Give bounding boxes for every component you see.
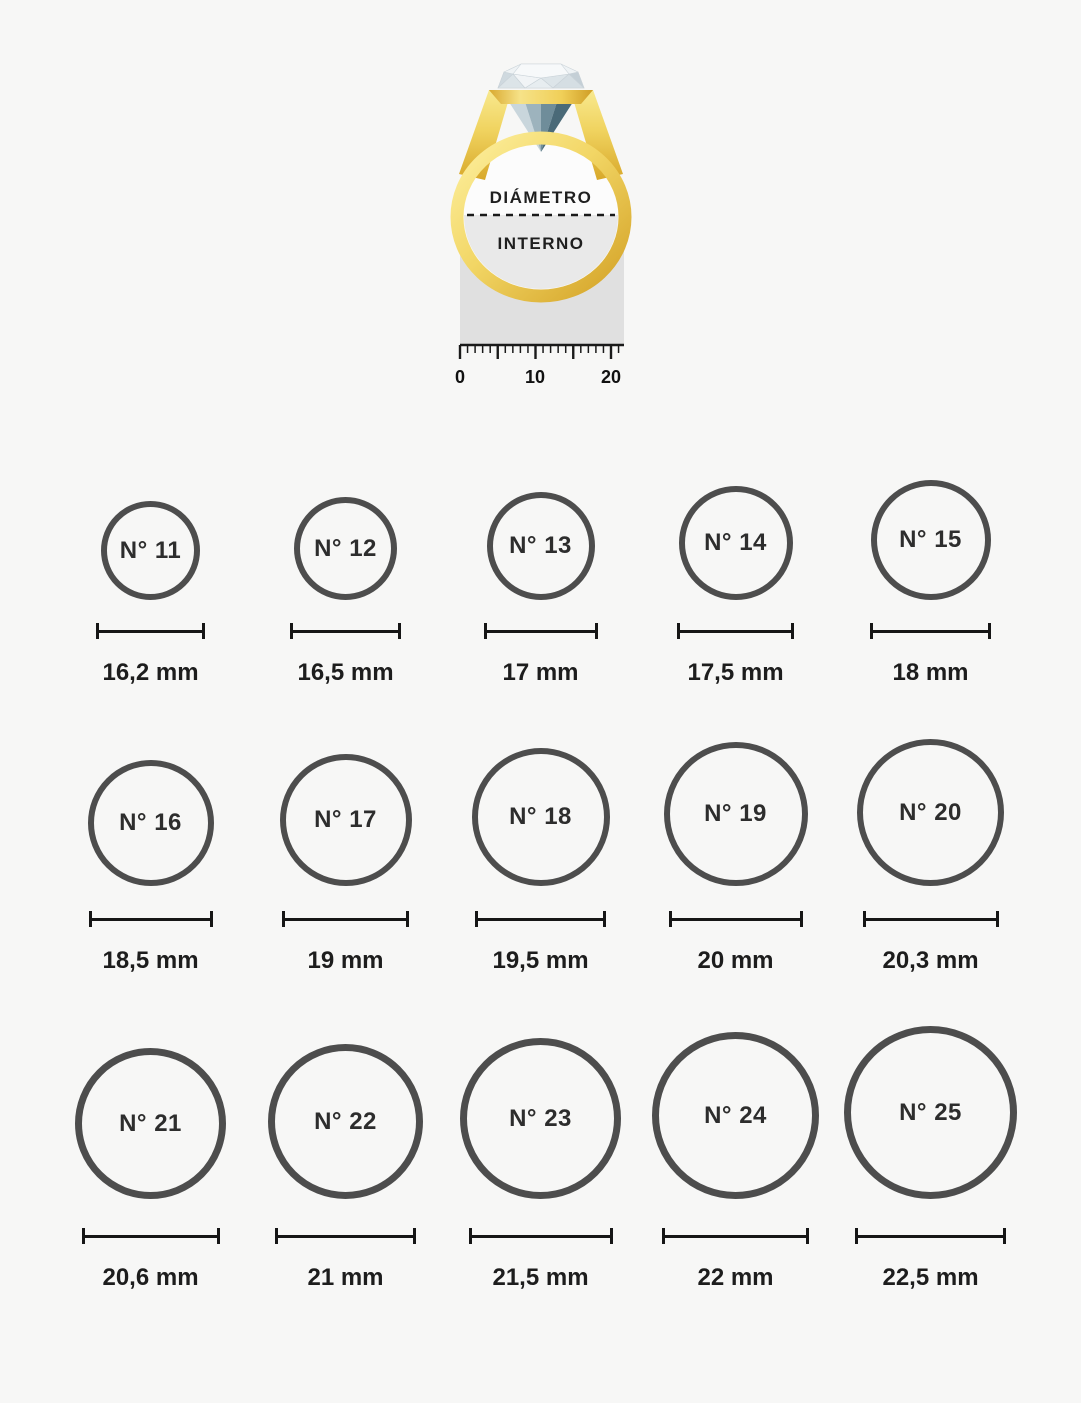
size-row bbox=[0, 736, 1081, 975]
ring-size-circle bbox=[871, 480, 991, 600]
size-cell bbox=[638, 470, 833, 687]
circle-area bbox=[871, 470, 991, 600]
diameter-size-label: 21,5 mm bbox=[492, 1264, 589, 1291]
circle-area bbox=[88, 736, 214, 886]
size-row bbox=[0, 470, 1081, 687]
ring-size-circle bbox=[472, 748, 610, 886]
ring-size-number: N° 21 bbox=[119, 1109, 182, 1137]
size-cell bbox=[833, 1021, 1028, 1292]
ring-bezel bbox=[489, 90, 593, 104]
ruler-label-0: 0 bbox=[454, 367, 465, 387]
size-cell bbox=[53, 470, 248, 687]
diameter-size-label: 18,5 mm bbox=[102, 947, 199, 974]
ring-size-circle bbox=[679, 486, 793, 600]
ruler bbox=[454, 345, 623, 387]
circle-area bbox=[652, 1021, 819, 1199]
size-grid bbox=[0, 470, 1081, 1292]
diameter-measure-line bbox=[275, 1228, 416, 1244]
diameter-measure-line bbox=[484, 623, 598, 639]
diamond-crown-icon bbox=[498, 64, 584, 88]
ruler-ticks bbox=[460, 345, 619, 359]
size-cell bbox=[443, 736, 638, 975]
circle-area bbox=[460, 1021, 621, 1199]
ring-size-circle bbox=[75, 1048, 226, 1199]
ring-size-number: N° 20 bbox=[899, 798, 962, 826]
diameter-measure-line bbox=[96, 623, 205, 639]
size-cell bbox=[248, 736, 443, 975]
ring-size-circle bbox=[652, 1032, 819, 1199]
ring-size-number: N° 12 bbox=[314, 534, 377, 562]
diameter-measure-line bbox=[870, 623, 991, 639]
diameter-measure-line bbox=[863, 911, 999, 927]
ring-size-number: N° 19 bbox=[704, 800, 767, 827]
circle-area bbox=[664, 736, 808, 886]
ring-size-number: N° 13 bbox=[509, 532, 572, 559]
circle-area bbox=[472, 736, 610, 886]
circle-area bbox=[857, 736, 1004, 886]
size-cell bbox=[833, 470, 1028, 687]
diameter-measure-line bbox=[82, 1228, 220, 1244]
diameter-size-label: 19,5 mm bbox=[492, 947, 589, 974]
circle-area bbox=[679, 470, 793, 600]
diameter-measure-line bbox=[662, 1228, 809, 1244]
circle-area bbox=[101, 470, 200, 600]
size-cell bbox=[443, 1021, 638, 1292]
ring-size-number: N° 24 bbox=[704, 1101, 767, 1129]
ring-size-number: N° 25 bbox=[899, 1098, 962, 1126]
diameter-measure-line bbox=[469, 1228, 613, 1244]
ring-size-number: N° 17 bbox=[314, 806, 377, 833]
ring-size-circle bbox=[280, 754, 412, 886]
ring-size-circle bbox=[101, 501, 200, 600]
diameter-size-label: 20 mm bbox=[697, 947, 774, 974]
diameter-size-label: 18 mm bbox=[892, 659, 969, 686]
diameter-label-bottom: INTERNO bbox=[497, 234, 584, 253]
ring-size-number: N° 16 bbox=[119, 809, 182, 836]
diameter-measure-line bbox=[89, 911, 213, 927]
diameter-measure-line bbox=[282, 911, 409, 927]
circle-area bbox=[280, 736, 412, 886]
ring-size-number: N° 22 bbox=[314, 1107, 377, 1135]
diameter-measure-line bbox=[677, 623, 794, 639]
ring-size-circle bbox=[844, 1026, 1017, 1199]
size-cell bbox=[53, 736, 248, 975]
ring-size-number: N° 14 bbox=[704, 529, 767, 556]
ring-size-circle bbox=[857, 739, 1004, 886]
ring-size-number: N° 15 bbox=[899, 526, 962, 553]
ruler-label-20: 20 bbox=[600, 367, 621, 387]
ring-size-circle bbox=[268, 1044, 423, 1199]
ring-size-circle bbox=[88, 760, 214, 886]
circle-area bbox=[268, 1021, 423, 1199]
diameter-size-label: 19 mm bbox=[307, 947, 384, 974]
size-cell bbox=[443, 470, 638, 687]
diameter-size-label: 21 mm bbox=[307, 1264, 384, 1291]
ruler-label-10: 10 bbox=[524, 367, 545, 387]
diameter-label-top: DIÁMETRO bbox=[489, 188, 592, 207]
size-row bbox=[0, 1021, 1081, 1292]
size-cell bbox=[638, 736, 833, 975]
size-cell bbox=[638, 1021, 833, 1292]
ring-size-circle bbox=[487, 492, 595, 600]
diameter-size-label: 22 mm bbox=[697, 1264, 774, 1291]
circle-area bbox=[75, 1021, 226, 1199]
diameter-size-label: 16,5 mm bbox=[297, 659, 394, 686]
ring-illustration-svg bbox=[431, 52, 651, 402]
diameter-measure-line bbox=[855, 1228, 1006, 1244]
ring-size-circle bbox=[294, 497, 397, 600]
diameter-size-label: 20,6 mm bbox=[102, 1264, 199, 1291]
diameter-size-label: 20,3 mm bbox=[882, 947, 979, 974]
ring-size-number: N° 18 bbox=[509, 803, 572, 830]
diameter-size-label: 22,5 mm bbox=[882, 1264, 979, 1291]
circle-area bbox=[294, 470, 397, 600]
diameter-measure-line bbox=[290, 623, 401, 639]
circle-area bbox=[844, 1021, 1017, 1199]
size-cell bbox=[53, 1021, 248, 1292]
diameter-size-label: 16,2 mm bbox=[102, 659, 199, 686]
ring-illustration bbox=[431, 52, 651, 402]
ring-size-circle bbox=[664, 742, 808, 886]
ring-size-number: N° 11 bbox=[119, 536, 182, 564]
diameter-measure-line bbox=[475, 911, 606, 927]
diameter-measure-line bbox=[669, 911, 803, 927]
circle-area bbox=[487, 470, 595, 600]
ring-size-number: N° 23 bbox=[509, 1104, 572, 1132]
size-cell bbox=[248, 1021, 443, 1292]
size-cell bbox=[248, 470, 443, 687]
ring-size-circle bbox=[460, 1038, 621, 1199]
size-cell bbox=[833, 736, 1028, 975]
diameter-size-label: 17 mm bbox=[502, 659, 579, 686]
diameter-size-label: 17,5 mm bbox=[687, 659, 784, 686]
